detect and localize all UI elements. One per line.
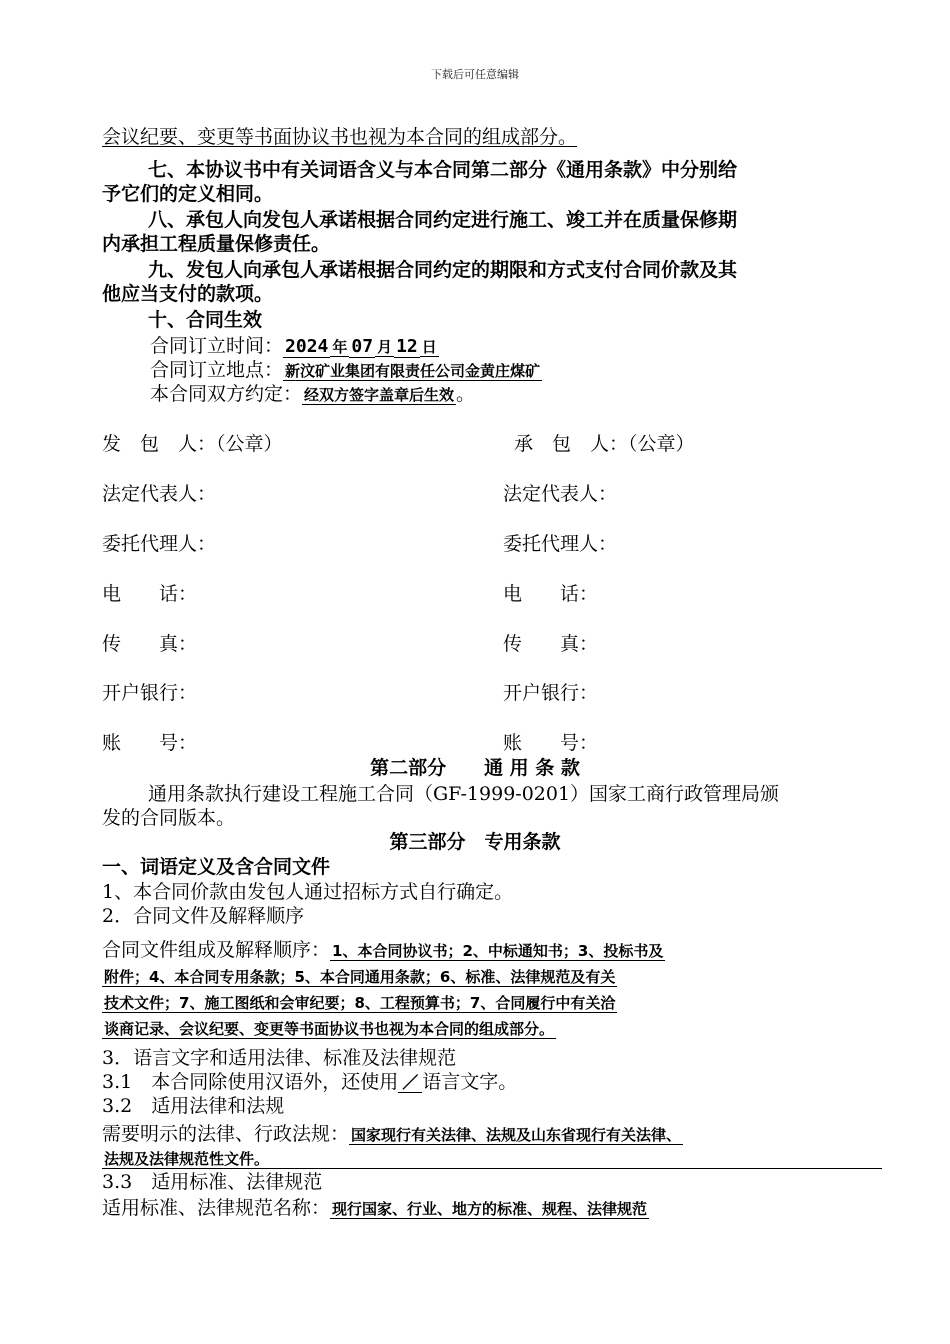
contractor-seal-label: 承 包 人：（公章）	[514, 433, 695, 455]
page-header-note: 下载后可任意编辑	[431, 68, 519, 81]
contractor-agent-label: 委托代理人：	[503, 533, 618, 555]
part2-text-line1: 通用条款执行建设工程施工合同（GF-1999-0201）国家工商行政管理局颁	[148, 783, 780, 805]
effect-agreement-end: 。	[456, 383, 476, 405]
sign-time-row	[150, 334, 439, 359]
sign-month-suffix: 月	[377, 338, 393, 356]
sign-year: 2024	[285, 336, 329, 357]
contractor-bank-label: 开户银行：	[503, 682, 599, 704]
std-value: 现行国家、行业、地方的标准、规程、法律规范	[332, 1200, 648, 1218]
contractor-legal-rep-label: 法定代表人：	[503, 483, 618, 505]
item32-heading: 3.2 适用法律和法规	[102, 1095, 285, 1117]
sign-place-value: 新汶矿业集团有限责任公司金黄庄煤矿	[285, 362, 541, 380]
law-underline-extension	[102, 1168, 882, 1169]
employer-seal-label: 发 包 人：（公章）	[102, 433, 283, 455]
clause-nine-line2: 他应当支付的款项。	[102, 283, 274, 305]
effect-agreement-value: 经双方签字盖章后生效	[304, 386, 455, 404]
item31-row	[102, 1070, 517, 1095]
employer-phone-label: 电 话：	[102, 583, 198, 605]
item33-heading: 3.3 适用标准、法律规范	[102, 1171, 323, 1193]
section1-heading: 一、词语定义及含合同文件	[102, 856, 331, 878]
doc-order-row4	[102, 1016, 556, 1041]
clause-seven-line2: 予它们的定义相同。	[102, 183, 274, 205]
clause-nine-line1: 九、发包人向承包人承诺根据合同约定的期限和方式支付合同价款及其	[148, 259, 738, 281]
law-row1	[102, 1122, 683, 1147]
clause-seven-line1: 七、本协议书中有关词语含义与本合同第二部分《通用条款》中分别给	[148, 159, 738, 181]
doc-order-value-3: 技术文件；7、施工图纸和会审纪要；8、工程预算书；7、合同履行中有关洽	[104, 994, 616, 1012]
contractor-account-label: 账 号：	[503, 732, 599, 754]
sign-place-row	[150, 358, 542, 383]
item31-text-after: 语言文字。	[422, 1071, 518, 1093]
employer-legal-rep-label: 法定代表人：	[102, 483, 217, 505]
doc-order-value-1: 1、本合同协议书；2、中标通知书；3、投标书及	[332, 942, 664, 960]
sign-day: 12	[396, 336, 418, 357]
employer-fax-label: 传 真：	[102, 633, 198, 655]
employer-agent-label: 委托代理人：	[102, 533, 217, 555]
law-value-2: 法规及法律规范性文件。	[104, 1150, 270, 1168]
sign-place-label: 合同订立地点：	[150, 359, 284, 381]
employer-account-label: 账 号：	[102, 732, 198, 754]
law-value-1: 国家现行有关法律、法规及山东省现行有关法律、	[351, 1126, 682, 1144]
sign-month: 07	[351, 336, 374, 357]
effect-agreement-row	[150, 382, 475, 407]
contractor-phone-label: 电 话：	[503, 583, 599, 605]
item31-language-fill: ／	[398, 1073, 422, 1093]
sign-day-suffix: 日	[421, 338, 437, 356]
item2-heading: 2．合同文件及解释顺序	[102, 905, 305, 927]
item1-text: 1、本合同价款由发包人通过招标方式自行确定。	[102, 881, 514, 903]
part3-title: 第三部分 专用条款	[389, 831, 561, 853]
doc-order-row3	[102, 990, 617, 1015]
law-label: 需要明示的法律、行政法规：	[102, 1123, 350, 1145]
contractor-fax-label: 传 真：	[503, 633, 599, 655]
effect-agreement-label: 本合同双方约定：	[150, 383, 303, 405]
clause-eight-line1: 八、承包人向发包人承诺根据合同约定进行施工、竣工并在质量保修期	[148, 209, 738, 231]
doc-order-value-4: 谈商记录、会议纪要、变更等书面协议书也视为本合同的组成部分。	[104, 1020, 555, 1038]
doc-order-label: 合同文件组成及解释顺序：	[102, 939, 331, 961]
item3-heading: 3．语言文字和适用法律、标准及法律规范	[102, 1047, 457, 1069]
sign-time-label: 合同订立时间：	[150, 335, 284, 357]
doc-order-row1	[102, 938, 665, 963]
clause-eight-line2: 内承担工程质量保修责任。	[102, 233, 331, 255]
item31-text-before: 3.1 本合同除使用汉语外，还使用	[102, 1071, 399, 1093]
std-row	[102, 1196, 649, 1221]
intro-continuation: 会议纪要、变更等书面协议书也视为本合同的组成部分。	[102, 126, 578, 148]
clause-ten-title: 十、合同生效	[148, 309, 263, 331]
sign-year-suffix: 年	[332, 338, 348, 356]
part2-title: 第二部分 通 用 条 款	[370, 757, 580, 779]
doc-order-value-2: 附件；4、本合同专用条款；5、本合同通用条款；6、标准、法律规范及有关	[104, 968, 616, 986]
doc-order-row2	[102, 964, 617, 989]
part2-text-line2: 发的合同版本。	[102, 807, 236, 829]
std-label: 适用标准、法律规范名称：	[102, 1197, 331, 1219]
employer-bank-label: 开户银行：	[102, 682, 198, 704]
